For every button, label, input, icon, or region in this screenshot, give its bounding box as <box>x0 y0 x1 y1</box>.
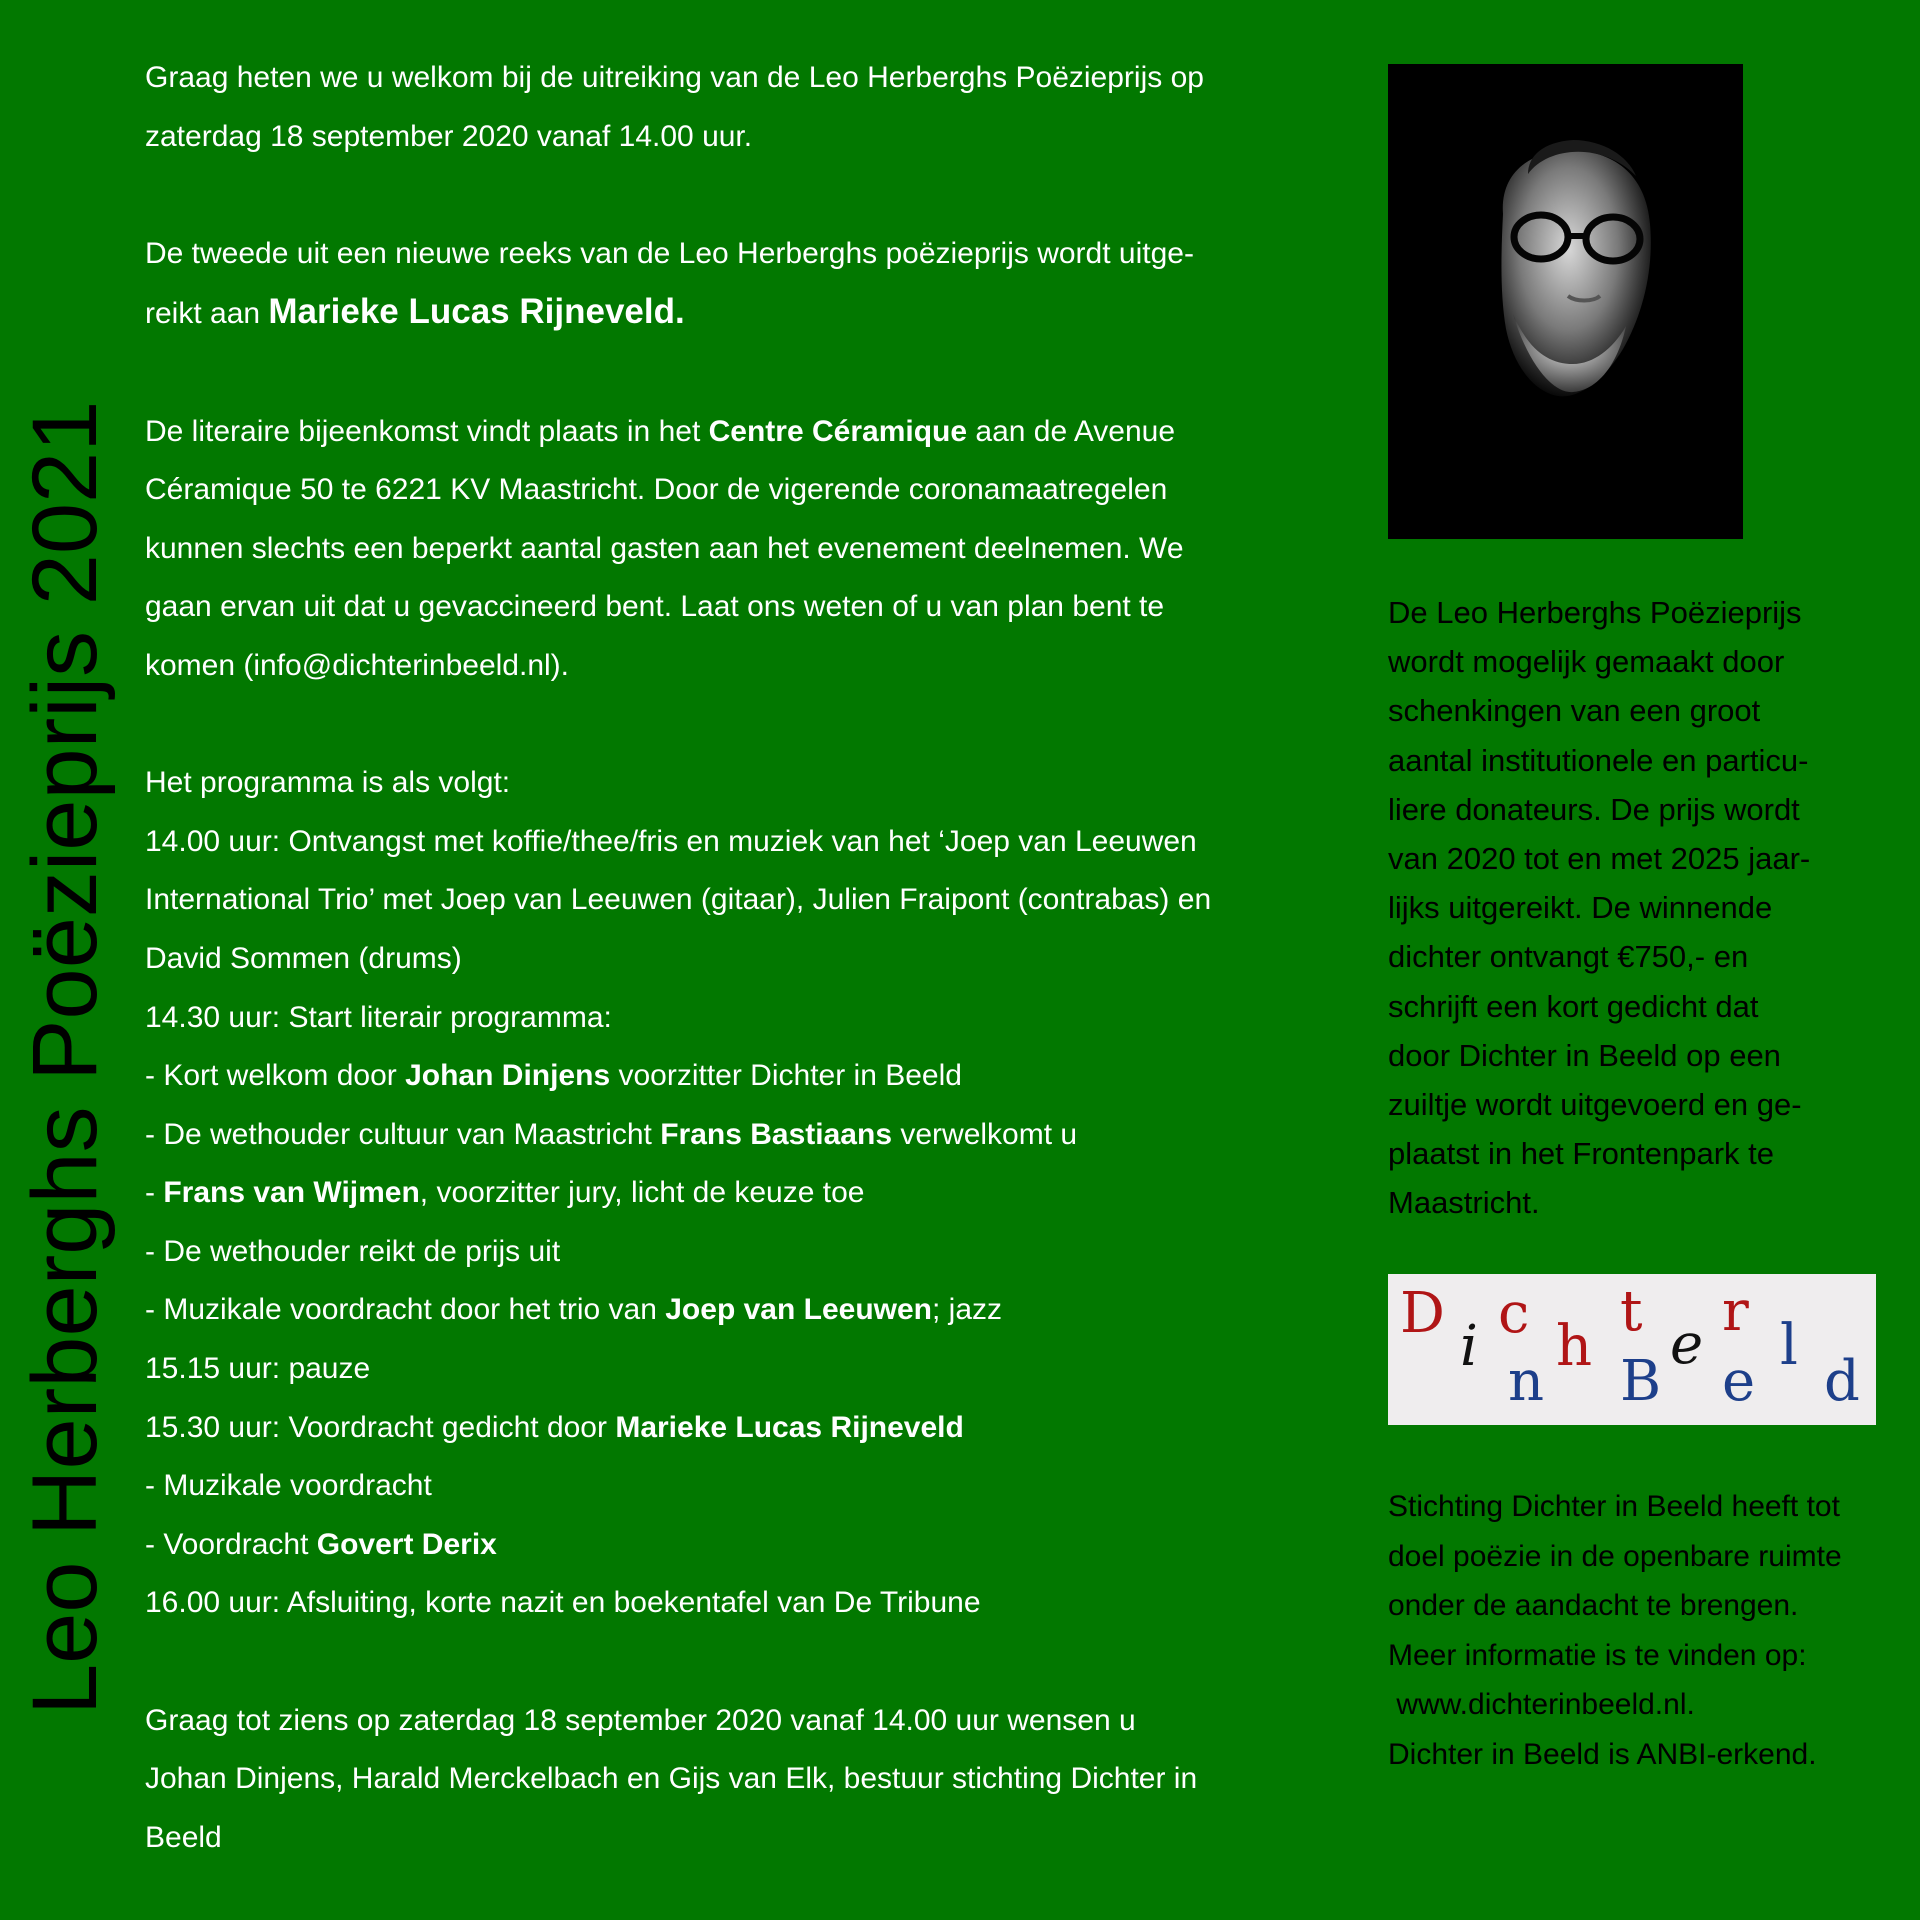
foundation-line: Meer informatie is te vinden op: <box>1388 1638 1807 1672</box>
prize-line: schenkingen van een groot <box>1388 693 1761 729</box>
prize-line: van 2020 tot en met 2025 jaar- <box>1388 841 1811 877</box>
prize-line: door Dichter in Beeld op een <box>1388 1037 1781 1073</box>
winner-line: reikt aan Marieke Lucas Rijneveld. <box>145 292 685 332</box>
website-link[interactable]: www.dichterinbeeld.nl. <box>1388 1688 1695 1722</box>
prize-line: zuiltje wordt uitgevoerd en ge- <box>1388 1087 1802 1123</box>
invitation-text <box>145 49 1345 1867</box>
program-item: - Muzikale voordracht door het trio van Joep van Leeuwen; jazz <box>145 1293 1003 1327</box>
venue-line: Céramique 50 te 6221 KV Maastricht. Door de vigerende coronamaatregelen <box>145 473 1168 507</box>
winner-line: De tweede uit een nieuwe reeks van de Leo Herberghs poëzieprijs wordt uitge- <box>145 236 1194 270</box>
program-item: 15.15 uur: pauze <box>145 1352 371 1386</box>
logo-letter: h <box>1556 1314 1593 1379</box>
prize-line: wordt mogelijk gemaakt door <box>1388 644 1785 680</box>
prize-line: lijks uitgereikt. De winnende <box>1388 890 1773 926</box>
prize-line: aantal institutionele en particu- <box>1388 742 1809 778</box>
logo-letter: d <box>1824 1349 1860 1414</box>
logo-letter: l <box>1780 1313 1798 1378</box>
program-item: David Sommen (drums) <box>145 941 462 975</box>
program-item: 15.30 uur: Voordracht gedicht door Marieke Lucas Rijneveld <box>145 1410 964 1444</box>
portrait-icon <box>1388 64 1743 539</box>
logo-letter: c <box>1498 1281 1530 1346</box>
foundation-info <box>1388 1482 1913 1780</box>
closing-line: Johan Dinjens, Harald Merckelbach en Gijs van Elk, bestuur stichting Dichter in <box>145 1762 1198 1796</box>
closing-line: Graag tot ziens op zaterdag 18 september 2020 vanaf 14.00 uur wensen u <box>145 1703 1136 1737</box>
program-item: - Kort welkom door Johan Dinjens voorzitter Dichter in Beeld <box>145 1059 962 1093</box>
venue-name: Centre Céramique <box>708 414 968 448</box>
program-item: - Voordracht Govert Derix <box>145 1527 497 1561</box>
logo-letter: D <box>1400 1281 1445 1346</box>
intro-line: zaterdag 18 september 2020 vanaf 14.00 uur. <box>145 119 753 153</box>
vertical-title <box>14 0 116 1920</box>
program-item: 16.00 uur: Afsluiting, korte nazit en boekentafel van De Tribune <box>145 1586 981 1620</box>
venue-line: komen (info@dichterinbeeld.nl). <box>145 648 569 682</box>
foundation-line: doel poëzie in de openbare ruimte <box>1388 1539 1842 1573</box>
prize-description <box>1388 588 1888 1228</box>
logo-letter: t <box>1620 1279 1643 1344</box>
program-item: International Trio’ met Joep van Leeuwen (gitaar), Julien Fraipont (contrabas) en <box>145 883 1212 917</box>
program-item: 14.00 uur: Ontvangst met koffie/thee/fris en muziek van het ‘Joep van Leeuwen <box>145 824 1197 858</box>
foundation-line: Dichter in Beeld is ANBI-erkend. <box>1388 1737 1817 1771</box>
program-item: - Muzikale voordracht <box>145 1469 432 1503</box>
prize-line: liere donateurs. De prijs wordt <box>1388 791 1800 827</box>
winner-name: Marieke Lucas Rijneveld. <box>268 292 685 332</box>
logo-letter: e <box>1670 1312 1704 1377</box>
prize-line: plaatst in het Frontenpark te <box>1388 1136 1775 1172</box>
dichter-in-beeld-logo <box>1388 1274 1876 1425</box>
vertical-title-text: Leo Herberghs Poëzieprijs 2021 <box>14 400 116 1715</box>
venue-line: De literaire bijeenkomst vindt plaats in het Centre Céramique aan de Avenue <box>145 414 1176 448</box>
venue-line: gaan ervan uit dat u gevaccineerd bent. Laat ons weten of u van plan bent te <box>145 590 1165 624</box>
intro-line: Graag heten we u welkom bij de uitreiking van de Leo Herberghs Poëzieprijs op <box>145 61 1204 94</box>
prize-line: schrijft een kort gedicht dat <box>1388 988 1759 1024</box>
program-item: - Frans van Wijmen, voorzitter jury, licht de keuze toe <box>145 1176 865 1210</box>
logo-letter <box>1670 1284 1671 1340</box>
foundation-line: onder de aandacht te brengen. <box>1388 1589 1799 1623</box>
closing-line: Beeld <box>145 1820 222 1854</box>
program-heading: Het programma is als volgt: <box>145 766 511 800</box>
prize-line: De Leo Herberghs Poëzieprijs <box>1388 595 1802 630</box>
prize-line: dichter ontvangt €750,- en <box>1388 939 1749 975</box>
logo-letter: n <box>1508 1349 1545 1414</box>
logo-letter: B <box>1620 1349 1662 1414</box>
logo-letter: r <box>1722 1279 1749 1344</box>
venue-line: kunnen slechts een beperkt aantal gasten aan het evenement deelnemen. We <box>145 531 1184 565</box>
program-item: 14.30 uur: Start literair programma: <box>145 1000 612 1034</box>
prize-line: Maastricht. <box>1388 1185 1540 1221</box>
program-item: - De wethouder cultuur van Maastricht Frans Bastiaans verwelkomt u <box>145 1117 1078 1151</box>
logo-letter: i <box>1460 1314 1478 1379</box>
foundation-line: Stichting Dichter in Beeld heeft tot <box>1388 1490 1840 1523</box>
portrait-photo <box>1388 64 1743 539</box>
program-item: - De wethouder reikt de prijs uit <box>145 1234 561 1268</box>
logo-letter: e <box>1722 1349 1756 1414</box>
